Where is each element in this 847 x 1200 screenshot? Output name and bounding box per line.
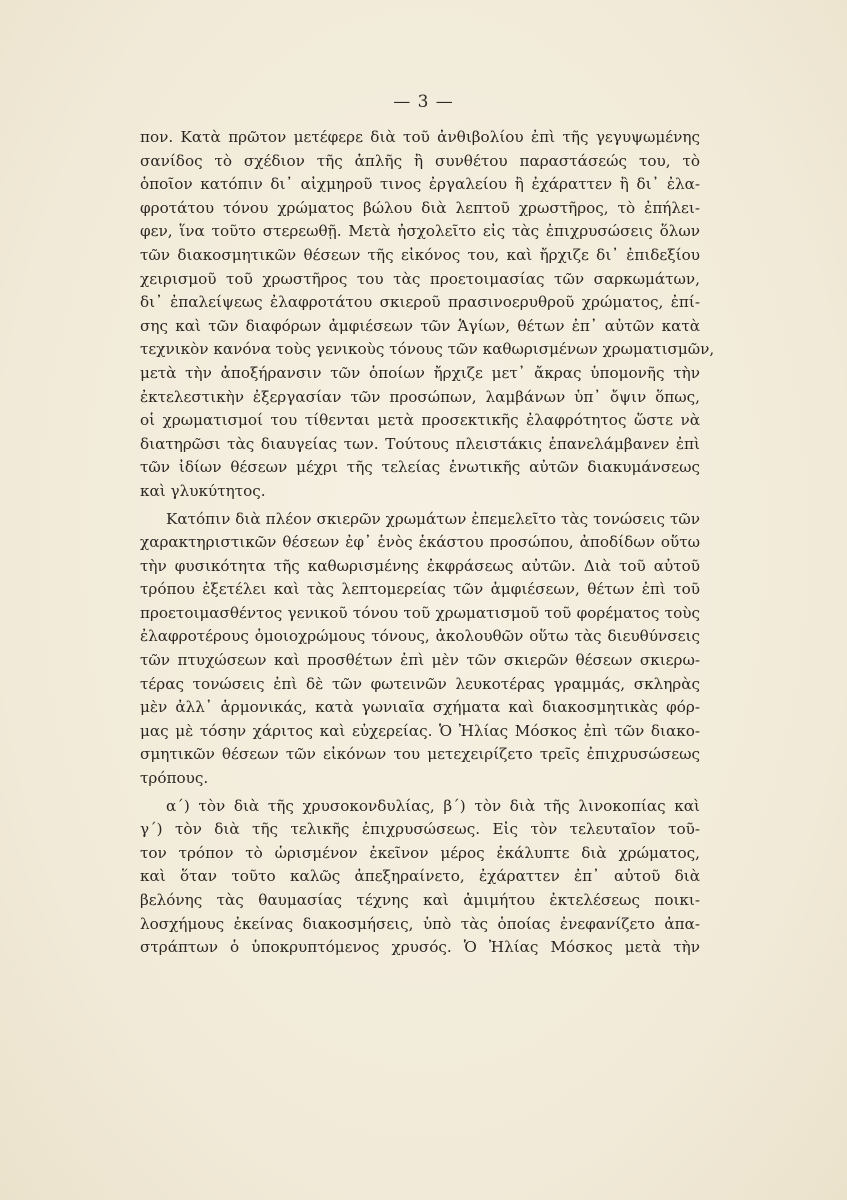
text-line: στράπτων ὁ ὑποκρυπτόμενος χρυσός. Ὁ Ἠλίας Μόσκος μετὰ τὴν xyxy=(140,938,700,957)
text-line: οἱ χρωματισμοί του τίθενται μετὰ προσεκτικῆς ἐλαφρότητος ὥστε νὰ xyxy=(140,411,700,430)
paragraph xyxy=(140,508,700,791)
page-number: — 3 — xyxy=(393,92,454,112)
text-line: Κατόπιν διὰ πλέον σκιερῶν χρωμάτων ἐπεμελεῖτο τὰς τονώσεις τῶν xyxy=(166,509,700,528)
text-line: τῶν διακοσμητικῶν θέσεων τῆς εἰκόνος του, καὶ ἤρχιζε δι᾽ ἐπιδεξίου xyxy=(140,245,700,264)
text-line: φροτάτου τόνου χρώματος βώλου διὰ λεπτοῦ χρωστῆρος, τὸ ἐπήλει- xyxy=(140,198,700,217)
text-line: μετὰ τὴν ἀποξήρανσιν τῶν ὁποίων ἤρχιζε μετ᾽ ἄκρας ὑπομονῆς τὴν xyxy=(140,363,700,382)
paragraph xyxy=(140,126,715,504)
text-line: τρόπου ἐξετέλει καὶ τὰς λεπτομερείας τῶν ἀμφιέσεων, θέτων ἐπὶ τοῦ xyxy=(140,580,700,599)
text-line: α΄) τὸν διὰ τῆς χρυσοκονδυλίας, β΄) τὸν διὰ τῆς λινοκοπίας καὶ xyxy=(166,796,700,815)
text-line: σανίδος τὸ σχέδιον τῆς ἁπλῆς ἢ συνθέτου παραστάσεώς του, τὸ xyxy=(140,151,700,170)
text-line: χαρακτηριστικῶν θέσεων ἐφ᾽ ἑνὸς ἑκάστου προσώπου, ἀποδίδων οὕτω xyxy=(140,533,700,552)
text-line: σης καὶ τῶν διαφόρων ἀμφιέσεων τῶν Ἁγίων, θέτων ἐπ᾽ αὐτῶν κατὰ xyxy=(140,316,700,335)
text-line: καὶ ὅταν τοῦτο καλῶς ἀπεξηραίνετο, ἐχάραττεν ἐπ᾽ αὐτοῦ διὰ xyxy=(140,867,700,886)
text-line: μας μὲ τόσην χάριτος καὶ εὐχερείας. Ὁ Ἠλίας Μόσκος ἐπὶ τῶν διακο- xyxy=(140,721,700,740)
text-line: μὲν ἀλλ᾽ ἁρμονικάς, κατὰ γωνιαῖα σχήματα καὶ διακοσμητικὰς φόρ- xyxy=(140,698,700,717)
body-text xyxy=(140,126,715,960)
text-line: τῶν ἰδίων θέσεων μέχρι τῆς τελείας ἑνωτικῆς αὐτῶν διακυμάνσεως xyxy=(140,458,700,477)
text-line: ἐλαφροτέρους ὁμοιοχρώμους τόνους, ἀκολουθῶν οὕτω τὰς διευθύνσεις xyxy=(140,627,700,646)
text-line: πον. Κατὰ πρῶτον μετέφερε διὰ τοῦ ἀνθιβολίου ἐπὶ τῆς γεγυψωμένης xyxy=(140,128,700,146)
text-line: καὶ γλυκύτητος. xyxy=(140,481,266,500)
text-line: τεχνικὸν κανόνα τοὺς γενικοὺς τόνους τῶν καθωρισμένων χρωματισμῶν, xyxy=(140,340,715,359)
paragraph xyxy=(140,795,700,960)
text-line: χειρισμοῦ τοῦ χρωστῆρος του τὰς προετοιμασίας τῶν σαρκωμάτων, xyxy=(140,269,700,288)
text-line: τέρας τονώσεις ἐπὶ δὲ τῶν φωτεινῶν λευκοτέρας γραμμάς, σκληρὰς xyxy=(140,674,700,693)
text-line: γ΄) τὸν διὰ τῆς τελικῆς ἐπιχρυσώσεως. Εἰς τὸν τελευταῖον τοῦ- xyxy=(140,820,700,839)
text-line: διατηρῶσι τὰς διαυγείας των. Τούτους πλειστάκις ἐπανελάμβανεν ἐπὶ xyxy=(140,434,700,453)
text-line: δι᾽ ἐπαλείψεως ἐλαφροτάτου σκιεροῦ πρασινοερυθροῦ χρώματος, ἐπί- xyxy=(140,293,700,312)
text-line: φεν, ἵνα τοῦτο στερεωθῇ. Μετὰ ἠσχολεῖτο εἰς τὰς ἐπιχρυσώσεις ὅλων xyxy=(140,222,700,241)
text-line: λοσχήμους ἐκείνας διακοσμήσεις, ὑπὸ τὰς ὁποίας ἐνεφανίζετο ἀπα- xyxy=(140,914,700,933)
text-line: βελόνης τὰς θαυμασίας τέχνης καὶ ἀμιμήτου ἐκτελέσεως ποικι- xyxy=(140,891,700,909)
text-line: σμητικῶν θέσεων τῶν εἰκόνων του μετεχειρίζετο τρεῖς ἐπιχρυσώσεως xyxy=(140,745,700,764)
text-line: τὴν φυσικότητα τῆς καθωρισμένης ἐκφράσεως αὐτῶν. Διὰ τοῦ αὐτοῦ xyxy=(140,556,700,575)
text-line: τρόπους. xyxy=(140,769,209,788)
text-line: ἐκτελεστικὴν ἐξεργασίαν τῶν προσώπων, λαμβάνων ὑπ᾽ ὄψιν ὅπως, xyxy=(140,387,700,406)
text-line: ὁποῖον κατόπιν δι᾽ αἰχμηροῦ τινος ἐργαλείου ἢ ἐχάραττεν ἢ δι᾽ ἐλα- xyxy=(140,175,700,194)
text-line: τῶν πτυχώσεων καὶ προσθέτων ἐπὶ μὲν τῶν σκιερῶν θέσεων σκιερω- xyxy=(140,651,700,670)
text-line: προετοιμασθέντος γενικοῦ τόνου τοῦ χρωματισμοῦ τοῦ φορέματος τοὺς xyxy=(140,603,700,622)
text-line: τον τρόπον τὸ ὡρισμένον ἐκεῖνον μέρος ἐκάλυπτε διὰ χρώματος, xyxy=(140,843,700,862)
